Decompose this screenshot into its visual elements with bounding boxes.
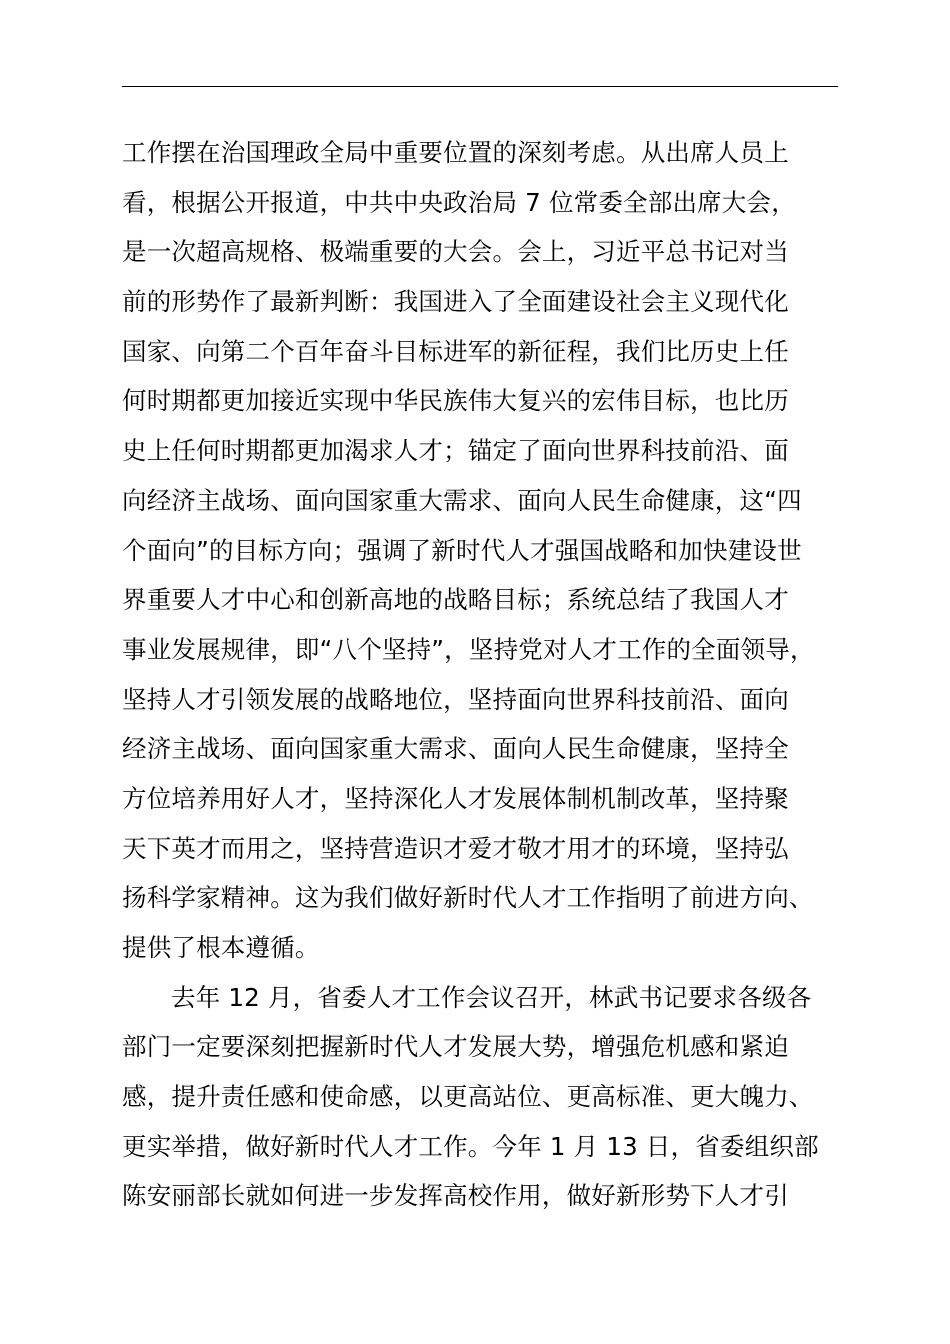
text-line: 更实举措，做好新时代人才工作。今年 1 月 13 日，省委组织部	[122, 1131, 819, 1161]
text-line: 提供了根本遵循。	[122, 933, 320, 962]
text-line: 经济主战场、面向国家重大需求、面向人民生命健康，坚持全	[122, 734, 789, 764]
text-line: 扬科学家精神。这为我们做好新时代人才工作指明了前进方向、	[122, 883, 814, 913]
body-text	[122, 128, 862, 1221]
text-line: 界重要人才中心和创新高地的战略目标；系统总结了我国人才	[122, 585, 789, 615]
text-line: 看，根据公开报道，中共中央政治局 7 位常委全部出席大会，	[122, 187, 796, 217]
text-line: 国家、向第二个百年奋斗目标进军的新征程，我们比历史上任	[122, 336, 789, 366]
text-line: 陈安丽部长就如何进一步发挥高校作用，做好新形势下人才引	[122, 1181, 789, 1211]
header-rule	[122, 86, 838, 87]
text-line: 坚持人才引领发展的战略地位，坚持面向世界科技前沿、面向	[122, 684, 789, 714]
text-line: 史上任何时期都更加渴求人才；锚定了面向世界科技前沿、面	[122, 436, 789, 466]
text-line: 工作摆在治国理政全局中重要位置的深刻考虑。从出席人员上	[122, 138, 789, 167]
paragraph-start-line: 去年 12 月，省委人才工作会议召开，林武书记要求各级各	[171, 982, 812, 1012]
text-line: 天下英才而用之，坚持营造识才爱才敬才用才的环境，坚持弘	[122, 833, 789, 863]
text-line: 前的形势作了最新判断：我国进入了全面建设社会主义现代化	[122, 287, 789, 317]
text-line: 方位培养用好人才，坚持深化人才发展体制机制改革，坚持聚	[122, 783, 789, 813]
text-line: 个面向”的目标方向；强调了新时代人才强国战略和加快建设世	[122, 535, 802, 565]
text-line: 感，提升责任感和使命感，以更高站位、更高标准、更大魄力、	[122, 1082, 814, 1112]
text-line: 事业发展规律，即“八个坚持”，坚持党对人才工作的全面领导，	[122, 634, 815, 664]
text-line: 何时期都更加接近实现中华民族伟大复兴的宏伟目标，也比历	[122, 386, 789, 416]
text-line: 是一次超高规格、极端重要的大会。会上，习近平总书记对当	[122, 237, 789, 267]
text-line: 向经济主战场、面向国家重大需求、面向人民生命健康，这“四	[122, 485, 802, 515]
text-line: 部门一定要深刻把握新时代人才发展大势，增强危机感和紧迫	[122, 1032, 789, 1062]
